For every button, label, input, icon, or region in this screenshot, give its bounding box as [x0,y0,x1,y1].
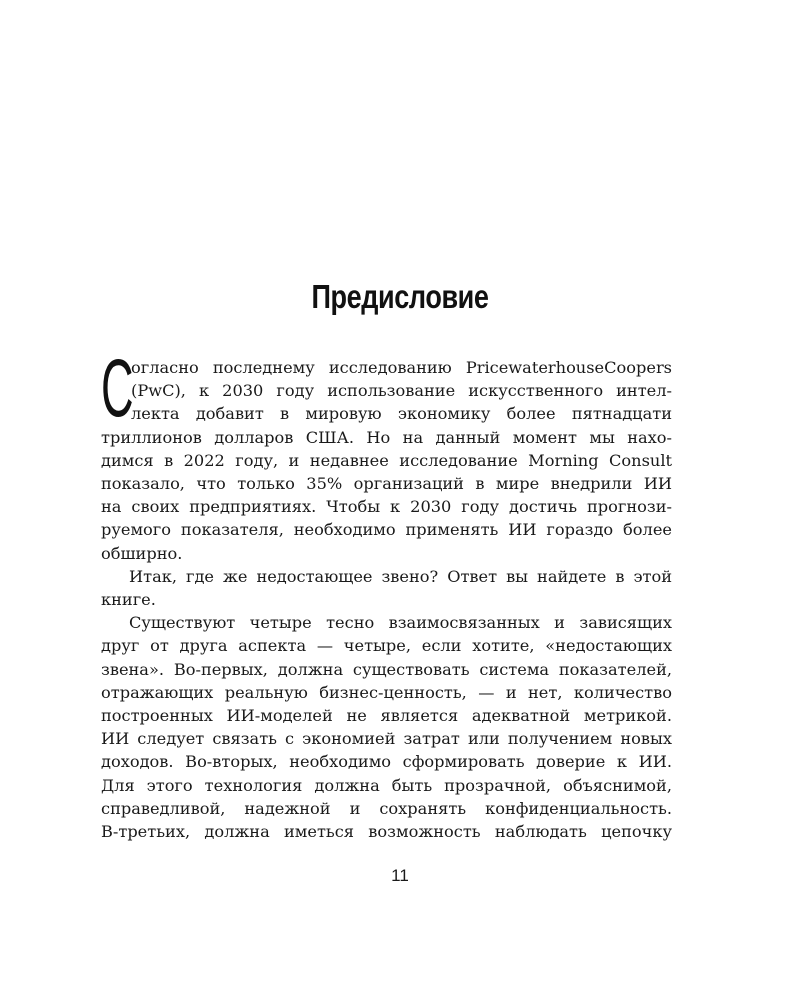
text-line: звена». Во-первых, должна существовать система показателей, [101,659,672,679]
text-line: построенных ИИ-моделей не является адекватной метрикой. [101,706,672,726]
text-line: триллионов долларов США. Но на данный момент мы нахо- [101,427,672,447]
text-line: Существуют четыре тесно взаимосвязанных и зависящих [129,613,672,633]
text-line: димся в 2022 году, и недавнее исследование Morning Consult [101,450,672,470]
text-line: доходов. Во-вторых, необходимо сформировать доверие к ИИ. [101,752,672,772]
text-line: лекта добавит в мировую экономику более пятнадцати [131,404,672,424]
text-line: отражающих реальную бизнес-ценность, — и нет, количество [101,682,672,702]
text-line: огласно последнему исследованию PricewaterhouseCoopers [131,358,672,377]
text-line: Для этого технология должна быть прозрачной, объяснимой, [101,775,672,795]
text-line: (PwC), к 2030 году использование искусственного интел- [131,381,672,401]
text-line: Итак, где же недостающее звено? Ответ вы найдете в этой [129,566,672,586]
page-title: Предисловие [311,278,489,315]
text-line: обширно. [101,543,183,563]
text-line: показало, что только 35% организаций в мире внедрили ИИ [101,474,672,494]
text-line: ИИ следует связать с экономией затрат или получением новых [101,729,672,749]
page-number: 11 [391,866,409,885]
text-line: на своих предприятиях. Чтобы к 2030 году достичь прогнози- [101,497,672,517]
text-line: В-третьих, должна иметься возможность наблюдать цепочку [101,822,672,842]
body-text [101,356,672,843]
text-line: руемого показателя, необходимо применять ИИ гораздо более [101,520,672,540]
text-line: книге. [101,590,156,610]
drop-cap: С [101,343,134,434]
text-line: друг от друга аспекта — четыре, если хотите, «недостающих [101,636,672,656]
text-line: справедливой, надежной и сохранять конфиденциальность. [101,798,672,818]
